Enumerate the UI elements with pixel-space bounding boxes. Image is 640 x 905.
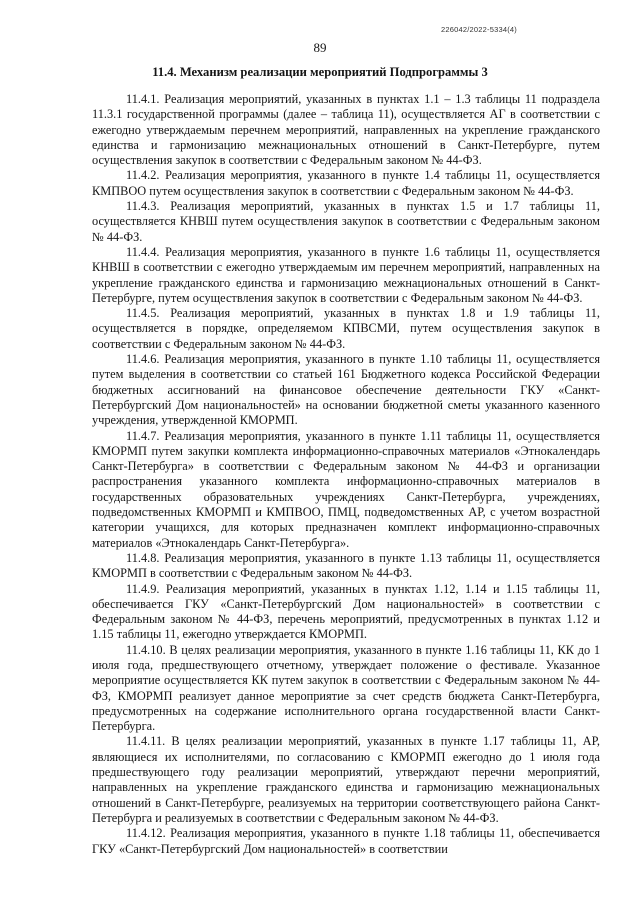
paragraph-11-4-5: 11.4.5. Реализация мероприятий, указанных в пунктах 1.8 и 1.9 таблицы 11, осуществляется в порядке, определяемом КПВСМИ, путем осуществления закупок в соответствии с Федеральным законом № 44-ФЗ. [92, 306, 600, 351]
paragraph-11-4-6: 11.4.6. Реализация мероприятия, указанного в пункте 1.10 таблицы 11, осуществляется путем выделения в соответствии со статьей 161 Бюджетного кодекса Российской Федерации бюджетных ассигнований на финансовое обеспечение деятельности ГКУ «Санкт-Петербургский Дом национальностей» на основании бюджетной сметы указанного казенного учреждения, утвержденной КМОРМП. [92, 352, 600, 428]
paragraph-11-4-2: 11.4.2. Реализация мероприятия, указанного в пункте 1.4 таблицы 11, осуществляется КМПВОО путем осуществления закупок в соответствии с Федеральным законом № 44-ФЗ. [92, 168, 600, 198]
document-id: 226042/2022-5334(4) [441, 25, 517, 34]
paragraph-11-4-12: 11.4.12. Реализация мероприятия, указанного в пункте 1.18 таблицы 11, обеспечивается ГКУ «Санкт-Петербургский Дом национальностей» в соответствии [92, 826, 600, 856]
document-body [92, 92, 600, 857]
section-title: 11.4. Механизм реализации мероприятий Подпрограммы 3 [152, 65, 488, 79]
paragraph-11-4-11: 11.4.11. В целях реализации мероприятий, указанных в пункте 1.17 таблицы 11, АР, являющиеся их исполнителями, по согласованию с КМОРМП ежегодно до 1 июля года предшествующего году реализации мероприятий, утверждают перечни мероприятий, направленных на укрепление гражданского единства и гармонизацию межнациональных отношений в Санкт-Петербурге, реализуемых на территории соответствующего района Санкт-Петербурга и реализуемых в соответствии с Федеральным законом № 44-ФЗ. [92, 734, 600, 825]
paragraph-11-4-10: 11.4.10. В целях реализации мероприятия, указанного в пункте 1.16 таблицы 11, КК до 1 июля года, предшествующего отчетному, утверждает положение о фестивале. Указанное мероприятие осуществляется КК путем закупок в соответствии с Федеральным законом № 44-ФЗ, КМОРМП реализует данное мероприятие за счет средств бюджета Санкт-Петербурга, предусмотренных на содержание исполнительного органа государственной власти Санкт-Петербурга. [92, 642, 600, 734]
page-number: 89 [313, 40, 327, 55]
paragraph-11-4-8: 11.4.8. Реализация мероприятия, указанного в пункте 1.13 таблицы 11, осуществляется КМОРМП в соответствии с Федеральным законом № 44-ФЗ. [92, 550, 600, 581]
paragraph-11-4-9: 11.4.9. Реализация мероприятий, указанных в пунктах 1.12, 1.14 и 1.15 таблицы 11, обеспечивается ГКУ «Санкт-Петербургский Дом национальностей» в соответствии с Федеральным законом № 44-ФЗ, перечень мероприятий, предусмотренных в пунктах 1.12 и 1.15 таблицы 11, ежегодно утверждается КМОРМП. [92, 581, 600, 642]
paragraph-11-4-4: 11.4.4. Реализация мероприятия, указанного в пункте 1.6 таблицы 11, осуществляется КНВШ в соответствии с ежегодно утверждаемым им перечнем мероприятий, направленных на укрепление гражданского единства и гармонизацию межнациональных отношений в Санкт-Петербурге, путем осуществления закупок в соответствии с Федеральным законом № 44-ФЗ. [92, 244, 600, 305]
paragraph-11-4-3: 11.4.3. Реализация мероприятий, указанных в пунктах 1.5 и 1.7 таблицы 11, осуществляется КНВШ путем осуществления закупок в соответствии с Федеральным законом № 44-ФЗ. [92, 199, 600, 244]
paragraph-11-4-7: 11.4.7. Реализация мероприятия, указанного в пункте 1.11 таблицы 11, осуществляется КМОРМП путем закупки комплекта информационно-справочных материалов «Этнокалендарь Санкт-Петербурга» в соответствии с Федеральным законом № 44-ФЗ и организации распространения указанного комплекта информационно-справочных материалов в государственных образовательных учреждениях Санкт-Петербурга, учреждениях, подведомственных КМОРМП и КМПВОО, ПМЦ, подведомственных АР, с учетом возрастной категории учащихся, для которых предназначен комплект информационно-справочных материалов «Этнокалендарь Санкт-Петербурга». [92, 428, 600, 550]
paragraph-11-4-1: 11.4.1. Реализация мероприятий, указанных в пунктах 1.1 – 1.3 таблицы 11 подраздела 11.3.1 государственной программы (далее – таблица 11), осуществляется АГ в соответствии с ежегодно утверждаемым перечнем мероприятий, направленных на укрепление гражданского единства и гармонизацию межнациональных отношений в Санкт-Петербурге, путем осуществления закупок в соответствии с Федеральным законом № 44-ФЗ. [92, 92, 600, 168]
